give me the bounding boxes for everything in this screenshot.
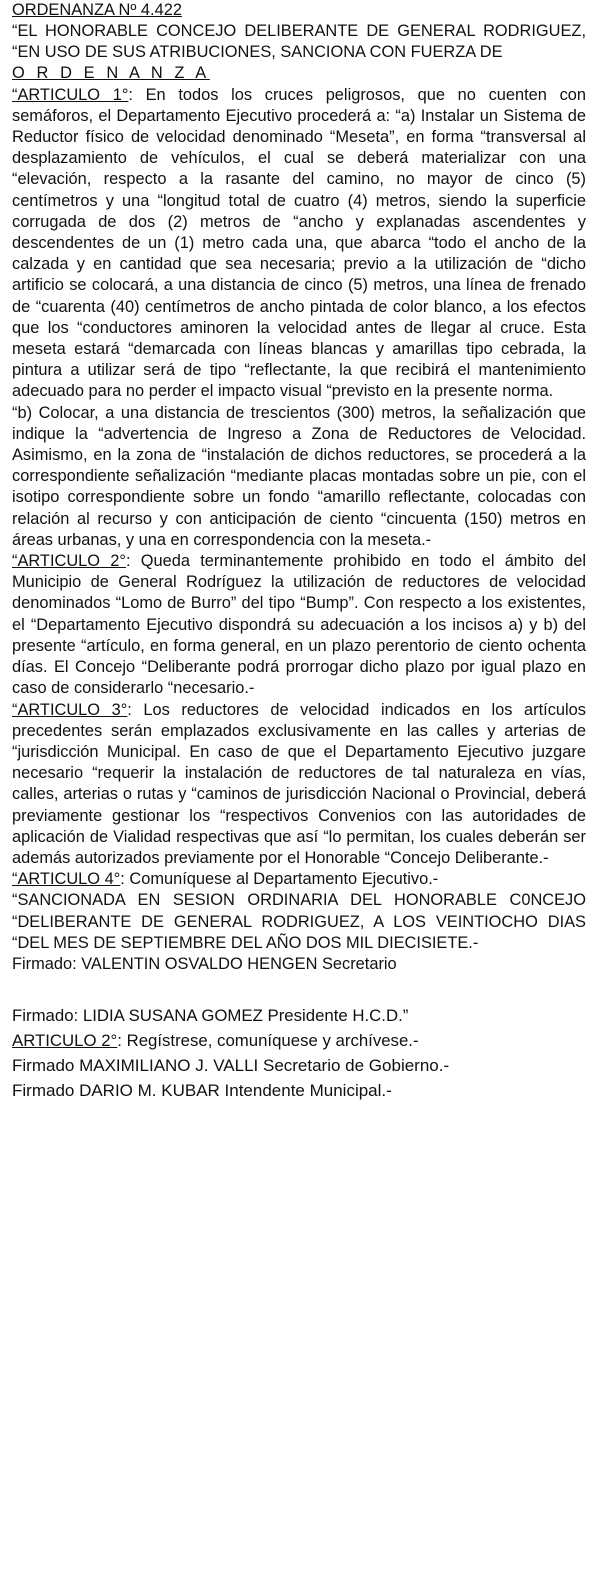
signature-council-president: Firmado: LIDIA SUSANA GOMEZ Presidente H.C.D.” xyxy=(12,1006,409,1026)
signature-mayor: Firmado DARIO M. KUBAR Intendente Municipal.- xyxy=(12,1081,392,1101)
article-4-text: : Comuníquese al Departamento Ejecutivo.- xyxy=(120,870,439,889)
ordinance-preamble: “EL HONORABLE CONCEJO DELIBERANTE DE GENERAL RODRIGUEZ, “EN USO DE SUS ATRIBUCIONES, SANCIONA CON FUERZA DE xyxy=(12,22,586,62)
article-2-label: “ARTICULO 2° xyxy=(12,552,126,571)
article-2-text: : Queda terminantemente prohibido en todo el ámbito del Municipio de General Rodríguez la utilización de reductores de velocidad denominados “Lomo de Burro” del tipo “Bump”. Con respecto a los existentes, el “Departamento Ejecutivo dispondrá su adecuación a los incisos a) y b) del presente “artículo, en forma general, en un plazo perentorio de ciento ochenta días. El Concejo “Deliberante podrá prorrogar dicho plazo por igual plazo en caso de considerarlo “necesario.- xyxy=(12,552,586,698)
article-2 xyxy=(12,551,586,699)
article-3-label: “ARTICULO 3° xyxy=(12,700,128,719)
article-1-label: “ARTICULO 1° xyxy=(12,85,129,104)
decree-article-2 xyxy=(12,1029,586,1053)
article-3-text: : Los reductores de velocidad indicados en los artículos precedentes serán emplazados exclusivamente en las calles y arterias de “jurisdicción Municipal. En caso de que el Departamento Ejecutivo juzgare necesario “requerir la instalación de reductores de tal naturaleza en vías, calles, arterias o rutas y “caminos de jurisdicción Nacional o Provincial, deberá previamente gestionar los “respectivos Convenios con las autoridades de aplicación de Vialidad respectivas que así “lo permitan, los cuales deberán ser además autorizados previamente por el Honorable “Concejo Deliberante.- xyxy=(12,700,586,867)
article-1-text: : En todos los cruces peligrosos, que no cuenten con semáforos, el Departamento Ejecutivo procederá a: “a) Instalar un Sistema de Reductor físico de velocidad denominado “Meseta”, en forma “transversal al desplazamiento de vehículos, el cual se deberá materializar con una “elevación, respecto a la rasante del camino, no mayor de cinco (5) centímetros y una “longitud total de cuatro (4) metros, siendo la superficie corrugada de dos (2) metros de “ancho y explanadas ascendentes y descendentes de un (1) metro cada una, que abarca “todo el ancho de la calzada y en cantidad que sea necesaria; previo a la utilización de “dicho artificio se colocará, a una distancia de cinco (5) metros, una línea de frenado de “cuarenta (40) centímetros de ancho pintada de color blanco, a los efectos que los “conductores aminoren la velocidad antes de llegar al cruce. Esta meseta estará “demarcada con líneas blancas y amarillas tipo cebrada, la pintura a utilizar será de tipo “reflectante, la que recibirá el mantenimiento adecuado para no perder el impacto visual “previsto en la presente norma. xyxy=(12,85,586,401)
decree-article-2-label: ARTICULO 2° xyxy=(12,1030,118,1050)
decree-article-2-text: : Regístrese, comuníquese y archívese.- xyxy=(117,1030,419,1050)
article-1 xyxy=(12,85,586,403)
article-3 xyxy=(12,700,586,870)
article-1-item-b: “b) Colocar, a una distancia de trescientos (300) metros, la señalización que indique la “advertencia de Ingreso a Zona de Reductores de Velocidad. Asimismo, en la zona de “instalación de dichos reductores, se procederá a la correspondiente señalización “mediante placas montadas sobre un pie, con el isotipo correspondiente sobre un fondo “amarillo reflectante, colocadas con relación al recurso y con anticipación de ciento “cincuenta (150) metros en áreas urbanas, y una en correspondencia con la meseta.- xyxy=(12,403,586,549)
signature-council-secretary: Firmado: VALENTIN OSVALDO HENGEN Secretario xyxy=(12,954,397,973)
signature-government-secretary: Firmado MAXIMILIANO J. VALLI Secretario de Gobierno.- xyxy=(12,1055,450,1075)
ordinance-heading: O R D E N A N Z A xyxy=(12,64,210,83)
article-4-label: “ARTICULO 4° xyxy=(12,870,121,889)
ordinance-title: ORDENANZA Nº 4.422 xyxy=(12,1,182,19)
article-4 xyxy=(12,869,586,890)
spacer xyxy=(12,975,586,1004)
sanction-statement: “SANCIONADA EN SESION ORDINARIA DEL HONORABLE C0NCEJO “DELIBERANTE DE GENERAL RODRIGUEZ, A LOS VEINTIOCHO DIAS “DEL MES DE SEPTIEMBRE DEL AÑO DOS MIL DIECISIETE.- xyxy=(12,891,586,952)
